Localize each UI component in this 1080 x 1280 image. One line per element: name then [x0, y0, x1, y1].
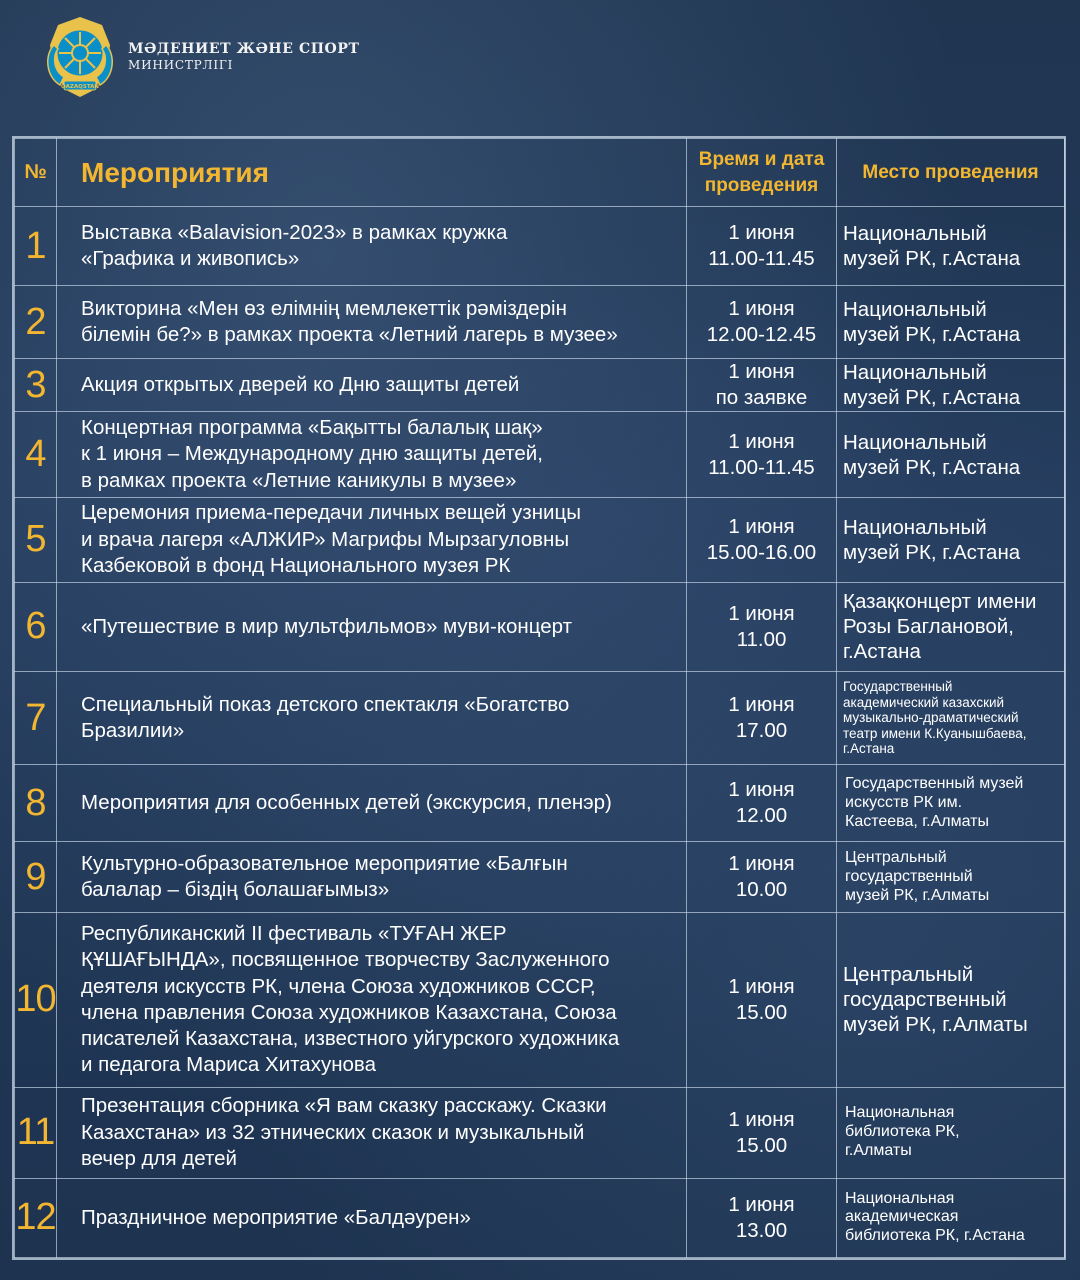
event-place	[837, 412, 1065, 497]
event-time	[687, 842, 837, 913]
row-number: 8	[15, 765, 57, 842]
event-time	[687, 582, 837, 671]
row-number: 5	[15, 497, 57, 582]
event-place-line: Қазақконцерт имени	[843, 590, 1037, 614]
event-place-line: музей РК, г.Астана	[843, 455, 1021, 479]
event-description	[57, 207, 687, 286]
event-time	[687, 1087, 837, 1178]
event-description	[57, 671, 687, 764]
event-place	[837, 286, 1065, 359]
event-description-line: члена правления Союза художников Казахстана, Союза	[81, 1000, 617, 1024]
header-time-line-2: проведения	[704, 174, 819, 196]
table-row	[15, 842, 1065, 913]
event-place	[837, 913, 1065, 1087]
row-number: 3	[15, 359, 57, 412]
table-row	[15, 1178, 1065, 1257]
event-time-line: 13.00	[735, 1218, 788, 1242]
event-description-line: білемін бе?» в рамках проекта «Летний лагерь в музее»	[81, 323, 618, 347]
row-number: 2	[15, 286, 57, 359]
event-place-line: Национальный	[843, 361, 987, 385]
event-place-line: искусств РК им.	[845, 793, 963, 811]
event-description	[57, 1178, 687, 1257]
ministry-line-1: МӘДЕНИЕТ ЖӘНЕ СПОРТ	[128, 40, 360, 57]
event-description-line: Республиканский II фестиваль «ТУҒАН ЖЕР	[81, 922, 507, 946]
event-description-line: Казбековой в фонд Национального музея РК	[81, 553, 511, 577]
event-place-line: музей РК, г.Алматы	[845, 886, 990, 904]
event-time	[687, 765, 837, 842]
table-row	[15, 412, 1065, 497]
event-place	[837, 671, 1065, 764]
table-row	[15, 359, 1065, 412]
event-place-line: Национальный	[843, 222, 987, 246]
row-number: 4	[15, 412, 57, 497]
event-place-line: библиотека РК, г.Астана	[845, 1227, 1025, 1245]
event-place-line: г.Алматы	[845, 1142, 912, 1160]
event-time-line: 1 июня	[728, 297, 795, 321]
table-row	[15, 913, 1065, 1087]
event-time	[687, 1178, 837, 1257]
event-time-line: 1 июня	[728, 360, 795, 384]
event-time-line: 11.00	[736, 627, 787, 651]
event-time-line: 15.00	[735, 1000, 788, 1024]
row-number: 9	[15, 842, 57, 913]
emblem-text: QAZAQSTAN	[61, 84, 99, 90]
event-place-line: Центральный	[843, 963, 974, 987]
table-row	[15, 582, 1065, 671]
row-number: 6	[15, 582, 57, 671]
event-place-line: музей РК, г.Алматы	[843, 1013, 1028, 1037]
event-place-line: Национальный	[843, 515, 987, 539]
event-time	[687, 913, 837, 1087]
header-number: №	[15, 139, 57, 207]
state-emblem-icon	[40, 15, 120, 99]
event-place-line: музыкально-драматический	[843, 710, 1019, 726]
event-description-line: Культурно-образовательное мероприятие «Балғын	[81, 852, 568, 875]
event-time-line: 11.00-11.45	[708, 247, 815, 271]
event-description-line: Викторина «Мен өз елімнің мемлекеттік рәміздерін	[81, 296, 567, 320]
table-header-row	[15, 139, 1065, 207]
row-number: 7	[15, 671, 57, 764]
event-time-line: по заявке	[715, 386, 808, 410]
event-place-line: музей РК, г.Астана	[843, 323, 1021, 347]
event-description-line: вечер для детей	[81, 1146, 237, 1170]
event-description	[57, 359, 687, 412]
event-place-line: музей РК, г.Астана	[843, 386, 1021, 410]
event-place-line: Национальная	[845, 1104, 955, 1122]
event-time-line: 1 июня	[728, 1107, 795, 1131]
event-place	[837, 842, 1065, 913]
event-place-line: Кастеева, г.Алматы	[845, 812, 989, 830]
event-time	[687, 359, 837, 412]
event-place-line: г.Астана	[843, 741, 895, 757]
event-place	[837, 1178, 1065, 1257]
event-time	[687, 497, 837, 582]
header-time-line-1: Время и дата	[698, 148, 825, 170]
event-description-line: «Путешествие в мир мультфильмов» муви-концерт	[81, 614, 573, 638]
event-time	[687, 412, 837, 497]
event-place-line: Розы Баглановой,	[843, 615, 1014, 639]
ministry-header	[40, 12, 359, 102]
event-description-line: Казахстана» из 32 этнических сказок и музыкальный	[81, 1120, 585, 1144]
event-time	[687, 286, 837, 359]
event-description	[57, 1087, 687, 1178]
header-place: Место проведения	[837, 139, 1065, 207]
header-time	[687, 139, 837, 207]
table-row	[15, 497, 1065, 582]
event-time-line: 1 июня	[728, 852, 795, 876]
events-table	[12, 136, 1066, 1260]
event-description-line: деятеля искусств РК, члена Союза художников СССР,	[81, 974, 596, 998]
row-number: 12	[15, 1178, 57, 1257]
row-number: 10	[15, 913, 57, 1087]
event-description-line: и врача лагеря «АЛЖИР» Магрифы Мырзагуловны	[81, 527, 570, 551]
event-time-line: 12.00-12.45	[706, 323, 817, 347]
table-row	[15, 1087, 1065, 1178]
event-time-line: 1 июня	[728, 778, 795, 802]
event-description-line: к 1 июня – Международному дню защиты детей,	[81, 442, 543, 466]
row-number: 1	[15, 207, 57, 286]
event-description	[57, 842, 687, 913]
event-time-line: 1 июня	[728, 975, 795, 999]
event-description-line: Бразилии»	[81, 719, 185, 743]
event-time-line: 1 июня	[728, 1193, 795, 1217]
event-description	[57, 913, 687, 1087]
ministry-name	[128, 41, 359, 74]
event-time-line: 12.00	[735, 804, 788, 828]
table-row	[15, 207, 1065, 286]
event-place-line: музей РК, г.Астана	[843, 247, 1021, 271]
event-place-line: государственный	[843, 988, 1007, 1012]
event-description-line: в рамках проекта «Летние каникулы в музее»	[81, 468, 517, 492]
event-description-line: Церемония приема-передачи личных вещей узницы	[81, 501, 581, 525]
event-place	[837, 207, 1065, 286]
event-description	[57, 497, 687, 582]
event-place	[837, 582, 1065, 671]
event-description-line: Презентация сборника «Я вам сказку расскажу. Сказки	[81, 1094, 607, 1118]
event-place-line: Национальный	[843, 430, 987, 454]
event-description-line: Концертная программа «Бақытты балалық шақ»	[81, 416, 543, 440]
event-place	[837, 497, 1065, 582]
event-time-line: 1 июня	[728, 514, 795, 538]
event-description-line: Мероприятия для особенных детей (экскурсия, пленэр)	[81, 791, 612, 815]
table-row	[15, 765, 1065, 842]
event-description	[57, 286, 687, 359]
header-events: Мероприятия	[57, 139, 687, 207]
event-place-line: академическая	[845, 1208, 959, 1226]
event-time-line: 11.00-11.45	[708, 455, 815, 479]
event-place-line: государственный	[845, 867, 973, 885]
table-row	[15, 286, 1065, 359]
event-description-line: Специальный показ детского спектакля «Богатство	[81, 692, 570, 716]
event-time	[687, 671, 837, 764]
event-place	[837, 359, 1065, 412]
row-number: 11	[15, 1087, 57, 1178]
event-place-line: библиотека РК,	[845, 1123, 960, 1141]
event-description-line: Выставка «Balavision-2023» в рамках кружка	[81, 220, 508, 244]
event-time-line: 1 июня	[728, 221, 795, 245]
event-place-line: Государственный	[843, 679, 953, 695]
event-time-line: 1 июня	[728, 602, 795, 626]
event-description-line: ҚҰШАҒЫНДА», посвященное творчеству Заслуженного	[81, 948, 610, 972]
event-time-line: 1 июня	[728, 429, 795, 453]
event-time-line: 10.00	[735, 878, 788, 902]
event-time-line: 15.00-16.00	[706, 540, 817, 564]
event-place-line: Центральный	[845, 848, 947, 866]
event-description-line: писателей Казахстана, известного уйгурского художника	[81, 1027, 620, 1051]
event-place-line: академический казахский	[843, 694, 1005, 710]
event-place-line: г.Астана	[843, 640, 921, 664]
event-description-line: и педагога Мариса Хитахунова	[81, 1053, 376, 1077]
event-time	[687, 207, 837, 286]
event-description	[57, 412, 687, 497]
event-place-line: Национальная	[845, 1189, 955, 1207]
event-place-line: Государственный музей	[845, 774, 1024, 792]
event-description	[57, 765, 687, 842]
event-time-line: 1 июня	[728, 693, 795, 717]
event-place-line: театр имени К.Куанышбаева,	[843, 725, 1027, 741]
event-description-line: Акция открытых дверей ко Дню защиты детей	[81, 373, 520, 397]
event-place	[837, 765, 1065, 842]
event-description-line: Праздничное мероприятие «Балдәурен»	[81, 1205, 471, 1229]
event-description	[57, 582, 687, 671]
ministry-line-2: МИНИСТРЛІГІ	[128, 58, 234, 73]
event-place-line: музей РК, г.Астана	[843, 540, 1021, 564]
event-description-line: «Графика и живопись»	[81, 247, 300, 271]
event-time-line: 17.00	[735, 719, 788, 743]
event-time-line: 15.00	[735, 1133, 788, 1157]
table-row	[15, 671, 1065, 764]
event-place-line: Национальный	[843, 298, 987, 322]
event-place	[837, 1087, 1065, 1178]
event-description-line: балалар – біздің болашағымыз»	[81, 878, 390, 902]
